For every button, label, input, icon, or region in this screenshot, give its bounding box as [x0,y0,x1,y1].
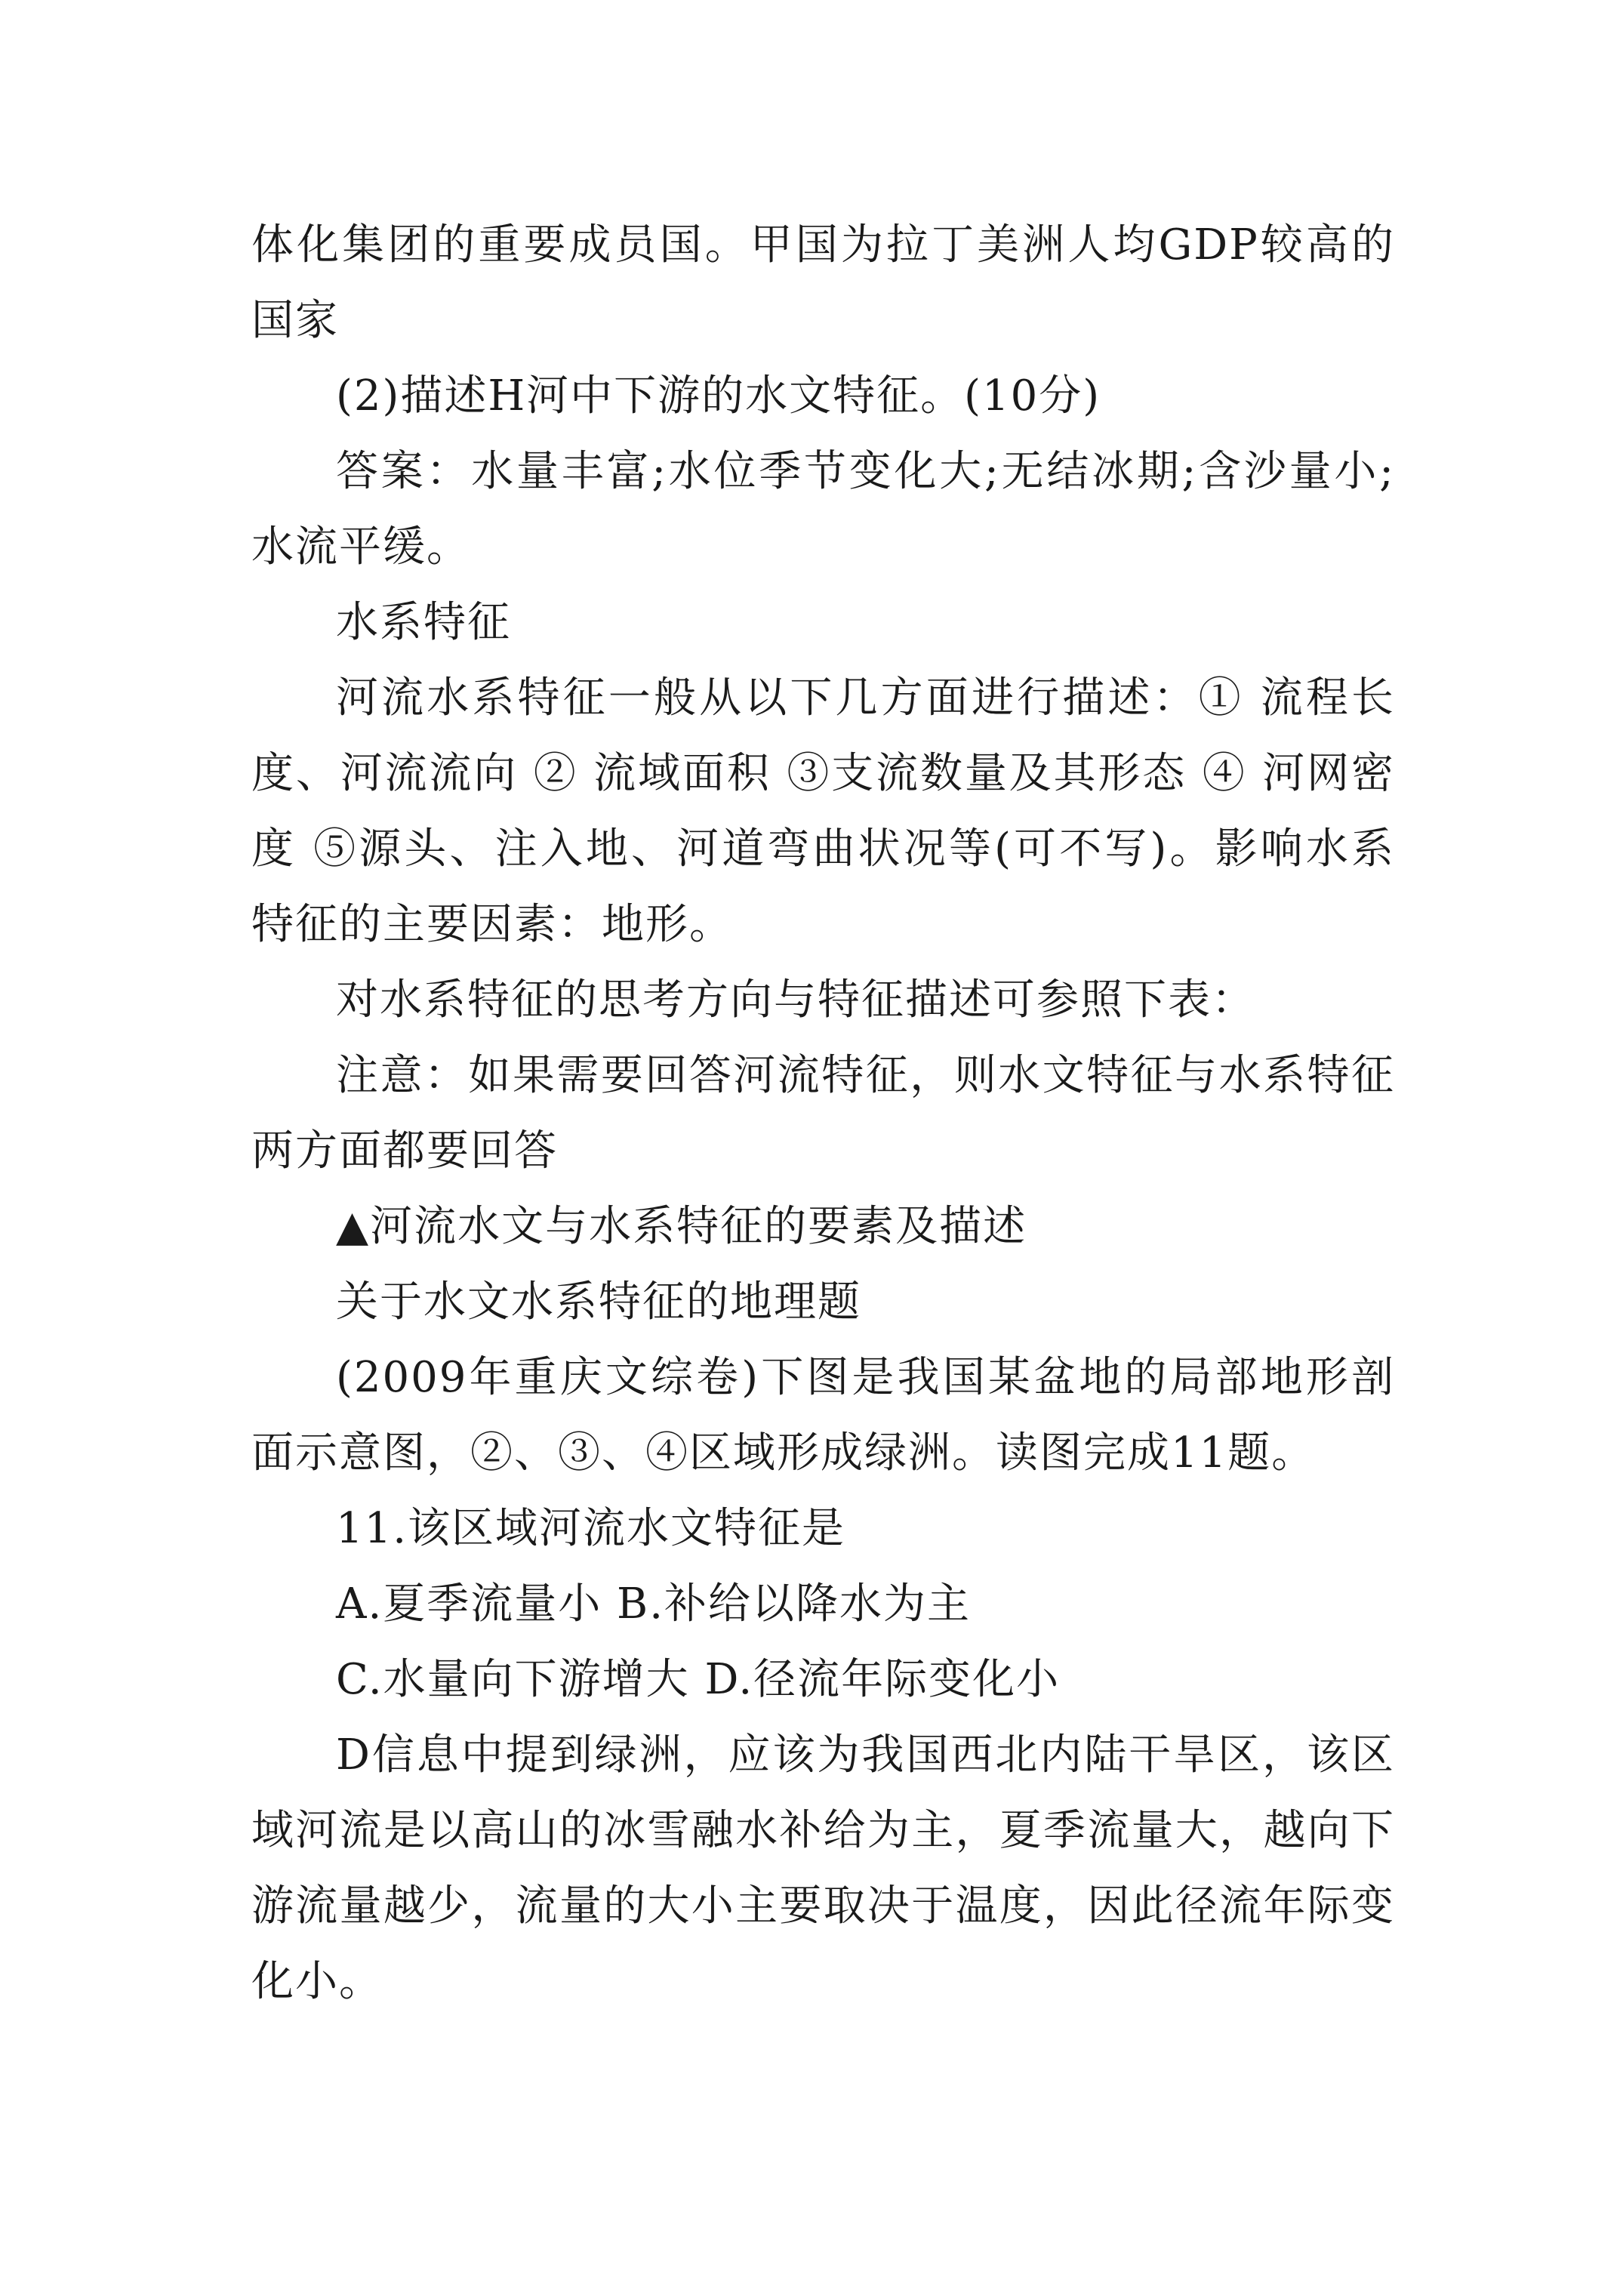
section-heading-water-system: 水系特征 [336,598,511,647]
document-body [251,208,1395,2020]
options-c-d: C.水量向下游增大 D.径流年际变化小 [336,1655,1061,1704]
paragraph-note: 注意：如果需要回答河流特征，则水文特征与水系特征两方面都要回答 [251,1051,1395,1176]
paragraph-exam-source: (2009年重庆文综卷)下图是我国某盆地的局部地形剖面示意图，②、③、④区域形成绿洲。读图完成11题。 [251,1353,1395,1478]
paragraph-question-2: (2)描述H河中下游的水文特征。(10分) [336,371,1101,421]
question-11: 11.该区域河流水文特征是 [336,1504,846,1553]
paragraph-about-questions: 关于水文水系特征的地理题 [336,1277,861,1327]
paragraph-elements-heading: ▲河流水文与水系特征的要素及描述 [336,1202,1027,1251]
paragraph-water-system-description: 河流水系特征一般从以下几方面进行描述：① 流程长度、河流流向 ② 流域面积 ③支流数量及其形态 ④ 河网密度 ⑤源头、注入地、河道弯曲状况等(可不写)。影响水系特征的主要因素：地形。 [251,673,1395,949]
paragraph-intro: 体化集团的重要成员国。甲国为拉丁美洲人均GDP较高的国家 [251,220,1395,345]
options-a-b: A.夏季流量小 B.补给以降水为主 [336,1579,971,1629]
paragraph-answer: 答案：水量丰富;水位季节变化大;无结冰期;含沙量小;水流平缓。 [251,447,1395,572]
paragraph-table-reference: 对水系特征的思考方向与特征描述可参照下表： [336,975,1255,1025]
paragraph-explanation: D信息中提到绿洲，应该为我国西北内陆干旱区，该区域河流是以高山的冰雪融水补给为主，夏季流量大，越向下游流量越少，流量的大小主要取决于温度，因此径流年际变化小。 [251,1730,1395,2006]
